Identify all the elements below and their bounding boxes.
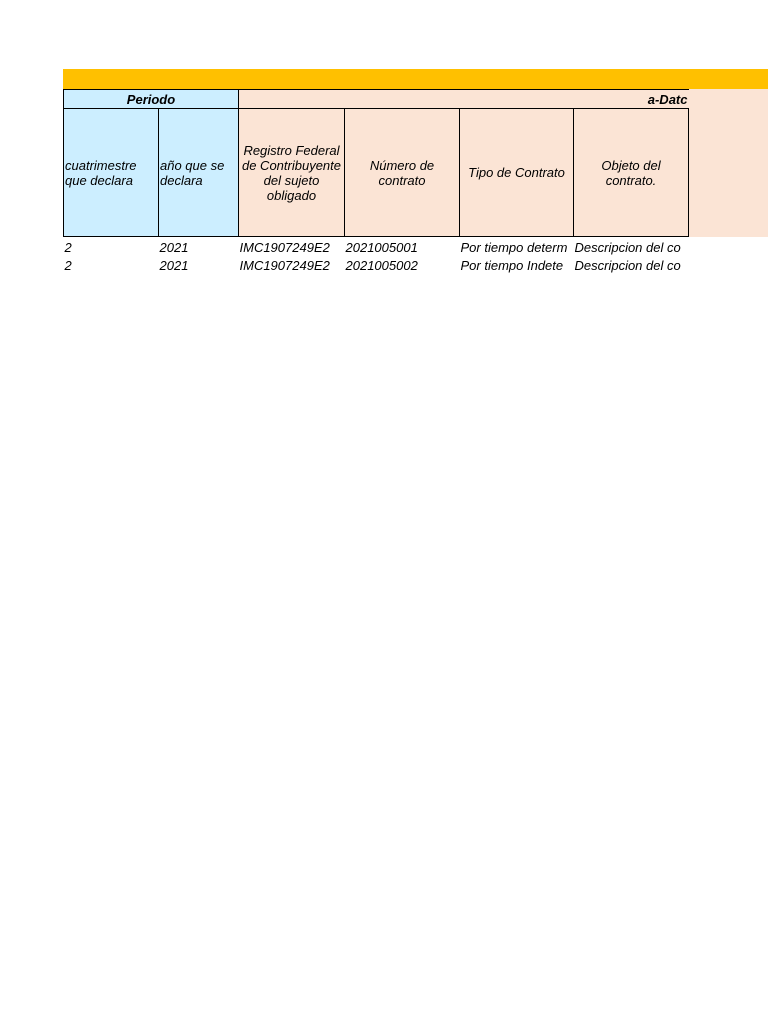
table-row	[64, 237, 689, 256]
contracts-sheet	[63, 89, 689, 273]
cell-rfc[interactable]: IMC1907249E2	[239, 258, 330, 273]
datos-group-header[interactable]: a-Datc	[239, 90, 689, 109]
table-row	[64, 255, 689, 273]
cell-objeto-contrato[interactable]: Descripcion del co	[574, 258, 681, 273]
datos-header-overflow	[688, 89, 768, 237]
cell-numero-contrato[interactable]: 2021005002	[345, 258, 418, 273]
cell-cuatrimestre[interactable]: 2	[64, 258, 72, 273]
cell-anio[interactable]: 2021	[159, 240, 189, 255]
cell-rfc[interactable]: IMC1907249E2	[239, 240, 330, 255]
header-numero-contrato[interactable]: Número de contrato	[345, 109, 460, 237]
group-header-row	[64, 90, 689, 109]
cell-numero-contrato[interactable]: 2021005001	[345, 240, 418, 255]
title-bar	[63, 69, 768, 89]
cell-anio[interactable]: 2021	[159, 258, 189, 273]
column-header-row	[64, 109, 689, 237]
header-tipo-contrato[interactable]: Tipo de Contrato	[460, 109, 574, 237]
cell-cuatrimestre[interactable]: 2	[64, 240, 72, 255]
cell-tipo-contrato[interactable]: Por tiempo Indete	[460, 258, 564, 273]
header-anio[interactable]: año que se declara	[159, 109, 239, 237]
cell-objeto-contrato[interactable]: Descripcion del co	[574, 240, 681, 255]
periodo-group-header[interactable]: Periodo	[64, 90, 239, 109]
header-cuatrimestre[interactable]: cuatrimestre que declara	[64, 109, 159, 237]
cell-tipo-contrato[interactable]: Por tiempo determ	[460, 240, 568, 255]
header-rfc[interactable]: Registro Federal de Contribuyente del sujeto obligado	[239, 109, 345, 237]
header-objeto-contrato[interactable]: Objeto del contrato.	[574, 109, 689, 237]
